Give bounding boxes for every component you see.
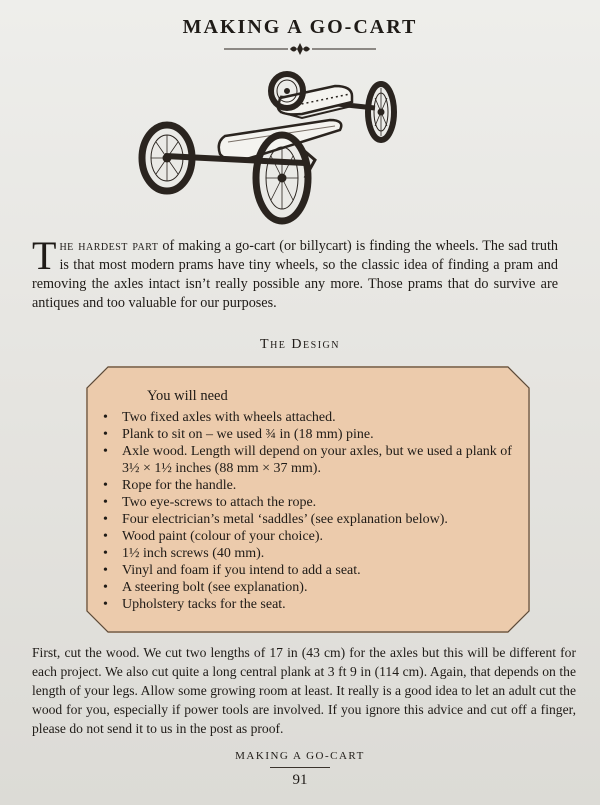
go-cart-illustration-icon xyxy=(130,68,410,238)
section-heading: The Design xyxy=(260,337,340,352)
intro-text: of making a go-cart (or billycart) is finding the wheels. The sad truth is that most modern prams have tiny wheels, so the classic idea of finding a pram and removing the axles intact isn’t really possible any more. Those prams that do survive are antiques and too valuable for our purposes. xyxy=(32,238,558,311)
list-item: • Plank to sit on – we used ¾ in (18 mm) pine. xyxy=(103,426,523,443)
list-item: • Rope for the handle. xyxy=(103,477,523,494)
list-item: • 1½ inch screws (40 mm). xyxy=(103,545,523,562)
list-item: • Wood paint (colour of your choice). xyxy=(103,528,523,545)
intro-paragraph xyxy=(32,233,558,313)
list-item: • Vinyl and foam if you intend to add a seat. xyxy=(103,562,523,579)
list-item: • Four electrician’s metal ‘saddles’ (see explanation below). xyxy=(103,511,523,528)
body-paragraph: First, cut the wood. We cut two lengths of 17 in (43 cm) for the axles but this will be different for each project. We also cut quite a long central plank at 3 ft 9 in (114 cm). Again, that depends on the length of your legs. Allow some growing room at least. It really is a good idea to let an adult cut the wood for you, especially if power tools are involved. If you ignore this advice and cut off a finger, please do not send it to us in the post as proof. xyxy=(32,645,576,736)
list-item: • Two fixed axles with wheels attached. xyxy=(103,409,523,426)
page-number: 91 xyxy=(292,772,308,788)
list-item: • Axle wood. Length will depend on your axles, but we used a plank of 3½ × 1½ inches (88 mm × 37 mm). xyxy=(103,443,523,477)
page-title: MAKING A GO-CART xyxy=(182,16,418,38)
intro-lead: he hardest part xyxy=(59,238,159,254)
list-item: • A steering bolt (see explanation). xyxy=(103,579,523,596)
materials-list xyxy=(103,409,523,613)
list-item: • Upholstery tacks for the seat. xyxy=(103,596,523,613)
materials-title: You will need xyxy=(147,388,228,404)
running-footer: MAKING A GO-CART xyxy=(235,750,365,762)
ornament-divider-icon xyxy=(220,42,380,56)
drop-cap: T xyxy=(32,233,57,278)
footer-rule xyxy=(270,767,330,768)
list-item: • Two eye-screws to attach the rope. xyxy=(103,494,523,511)
